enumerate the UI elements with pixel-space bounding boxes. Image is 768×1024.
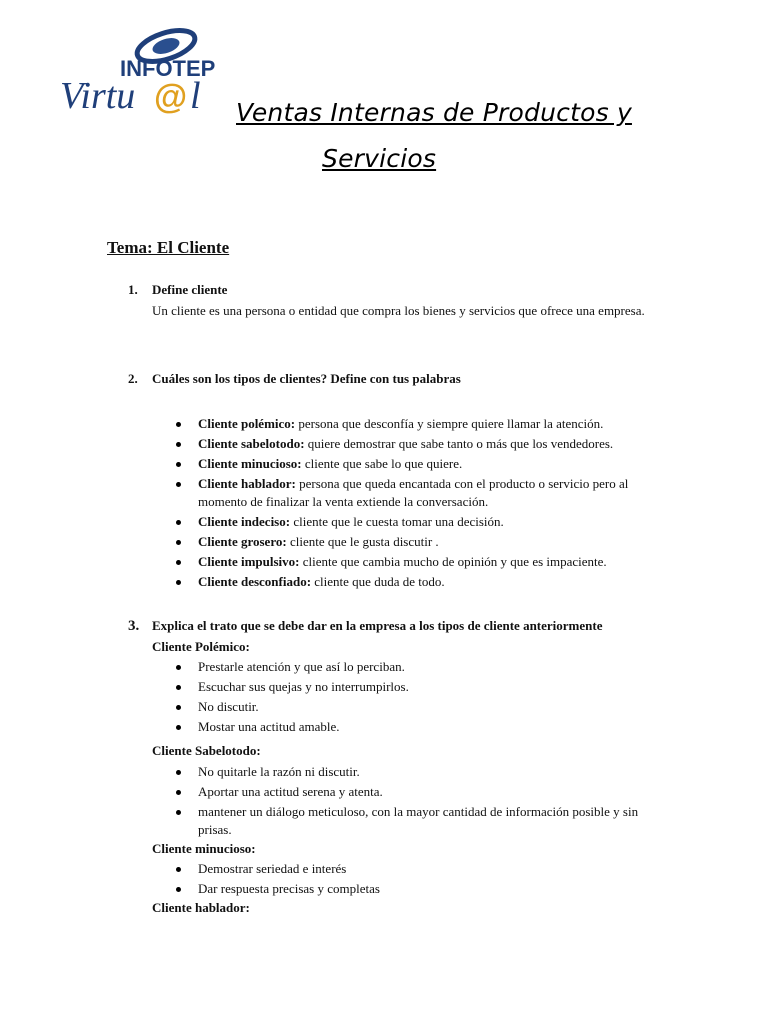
list-item-text: Dar respuesta precisas y completas bbox=[198, 881, 380, 896]
bullet-icon bbox=[176, 685, 181, 690]
list-item bbox=[174, 658, 654, 676]
list-item bbox=[174, 455, 664, 473]
list-item bbox=[174, 718, 654, 736]
list-item bbox=[174, 573, 664, 591]
list-item-text: Prestarle atención y que así lo perciban. bbox=[198, 659, 405, 674]
client-type-description: cliente que cambia mucho de opinión y que es impaciente. bbox=[299, 554, 607, 569]
treatment-list bbox=[174, 860, 654, 900]
client-type-term: Cliente polémico: bbox=[198, 416, 296, 431]
list-item-text: Escuchar sus quejas y no interrumpirlos. bbox=[198, 679, 409, 694]
list-item-text: mantener un diálogo meticuloso, con la mayor cantidad de información posible y sin prisas. bbox=[198, 804, 639, 837]
bullet-icon bbox=[176, 705, 181, 710]
svg-text:INFOTEP: INFOTEP bbox=[120, 56, 216, 81]
list-item-text: Aportar una actitud serena y atenta. bbox=[198, 784, 383, 799]
bullet-icon bbox=[176, 887, 181, 892]
question-2 bbox=[128, 371, 461, 387]
svg-text:Virtu: Virtu bbox=[60, 75, 136, 116]
client-type-term: Cliente minucioso: bbox=[198, 456, 302, 471]
bullet-icon bbox=[176, 462, 181, 467]
bullet-icon bbox=[176, 810, 181, 815]
group-heading: Cliente minucioso: bbox=[152, 841, 256, 856]
client-type-description: cliente que sabe lo que quiere. bbox=[301, 456, 463, 471]
list-item-text: Mostar una actitud amable. bbox=[198, 719, 340, 734]
document-title-line1: Ventas Internas de Productos y bbox=[236, 98, 632, 127]
client-type-term: Cliente indeciso: bbox=[198, 514, 291, 529]
bullet-icon bbox=[176, 770, 181, 775]
bullet-icon bbox=[176, 725, 181, 730]
question-3 bbox=[128, 618, 603, 635]
list-item bbox=[174, 678, 654, 696]
bullet-icon bbox=[176, 442, 181, 447]
bullet-icon bbox=[176, 867, 181, 872]
list-item bbox=[174, 435, 664, 453]
list-item-text: Demostrar seriedad e interés bbox=[198, 861, 347, 876]
client-type-description: quiere demostrar que sabe tanto o más que los vendedores. bbox=[304, 436, 614, 451]
answer-1: Un cliente es una persona o entidad que compra los bienes y servicios que ofrece una empresa. bbox=[152, 303, 645, 318]
group-heading: Cliente Sabelotodo: bbox=[152, 743, 261, 758]
list-item bbox=[174, 533, 664, 551]
list-item bbox=[174, 860, 654, 878]
client-type-description: persona que queda encantada con el producto o servicio pero al momento de finalizar la venta extiende la conversación. bbox=[198, 476, 629, 509]
question-number: 2. bbox=[128, 371, 138, 386]
client-type-term: Cliente impulsivo: bbox=[198, 554, 300, 569]
question-text: Cuáles son los tipos de clientes? Define con tus palabras bbox=[152, 371, 461, 386]
client-type-description: cliente que le cuesta tomar una decisión. bbox=[290, 514, 504, 529]
question-number: 3. bbox=[128, 618, 140, 634]
bullet-icon bbox=[176, 665, 181, 670]
question-1 bbox=[128, 282, 227, 298]
question-text: Explica el trato que se debe dar en la empresa a los tipos de cliente anteriormente bbox=[152, 618, 603, 633]
client-types-list bbox=[174, 415, 664, 593]
list-item bbox=[174, 803, 654, 839]
bullet-icon bbox=[176, 790, 181, 795]
bullet-icon bbox=[176, 520, 181, 525]
list-item bbox=[174, 475, 664, 511]
svg-text:@: @ bbox=[154, 78, 188, 116]
bullet-icon bbox=[176, 560, 181, 565]
bullet-icon bbox=[176, 422, 181, 427]
list-item bbox=[174, 513, 664, 531]
client-type-term: Cliente grosero: bbox=[198, 534, 287, 549]
bullet-icon bbox=[176, 482, 181, 487]
list-item bbox=[174, 698, 654, 716]
list-item bbox=[174, 553, 664, 571]
question-number: 1. bbox=[128, 282, 138, 297]
client-type-term: Cliente desconfiado: bbox=[198, 574, 312, 589]
client-type-description: cliente que duda de todo. bbox=[311, 574, 445, 589]
svg-text:l: l bbox=[190, 75, 201, 116]
section-heading: Tema: El Cliente bbox=[107, 238, 230, 257]
group-heading: Cliente hablador: bbox=[152, 900, 250, 915]
list-item-text: No quitarle la razón ni discutir. bbox=[198, 764, 360, 779]
list-item bbox=[174, 880, 654, 898]
treatment-list bbox=[174, 763, 654, 841]
client-type-description: persona que desconfía y siempre quiere llamar la atención. bbox=[295, 416, 604, 431]
document-title-line2: Servicios bbox=[322, 144, 437, 173]
question-text: Define cliente bbox=[152, 282, 228, 297]
bullet-icon bbox=[176, 540, 181, 545]
list-item bbox=[174, 415, 664, 433]
list-item-text: No discutir. bbox=[198, 699, 259, 714]
list-item bbox=[174, 763, 654, 781]
group-heading: Cliente Polémico: bbox=[152, 639, 250, 654]
client-type-term: Cliente sabelotodo: bbox=[198, 436, 305, 451]
bullet-icon bbox=[176, 580, 181, 585]
list-item bbox=[174, 783, 654, 801]
treatment-list bbox=[174, 658, 654, 738]
client-type-term: Cliente hablador: bbox=[198, 476, 296, 491]
client-type-description: cliente que le gusta discutir . bbox=[286, 534, 439, 549]
